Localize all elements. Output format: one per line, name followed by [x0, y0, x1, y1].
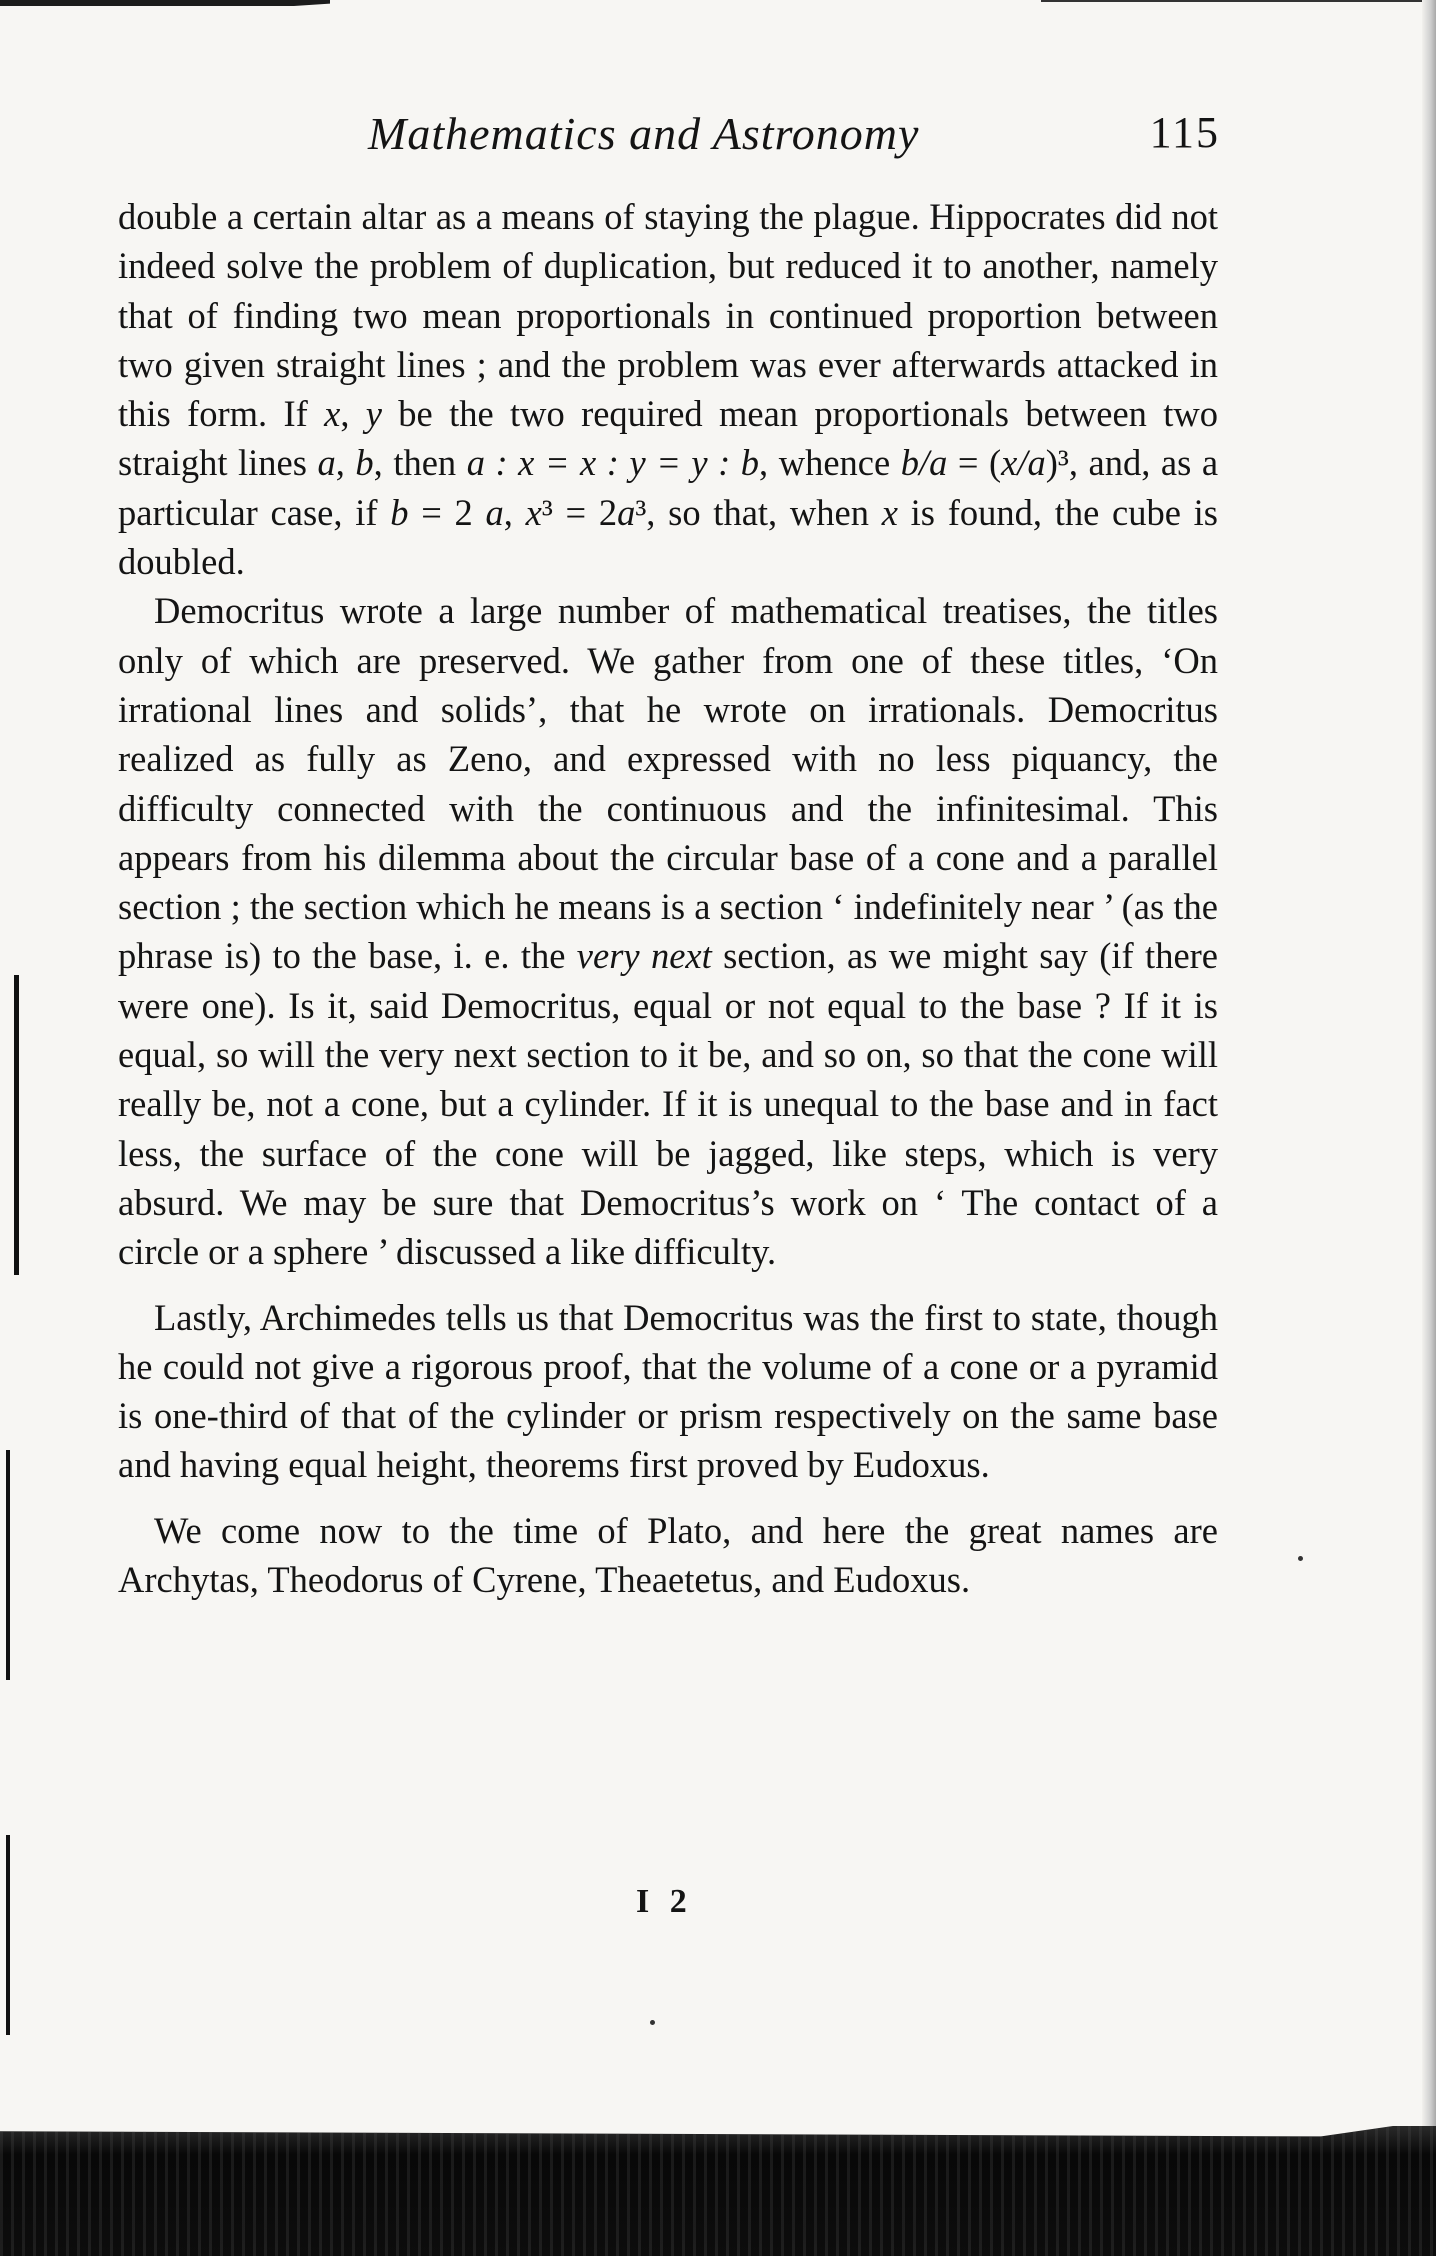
running-head	[120, 107, 1220, 167]
paragraph	[118, 1506, 1218, 1605]
italic-text: a : x = x : y = y : b	[466, 442, 760, 484]
page-edge	[1422, 0, 1436, 2256]
italic-text: b	[390, 491, 409, 533]
text-run: section, as we might say (if there were one). Is it, said Democritus, equal or not equal to the base ? If it is equal, so will the very next section to it be, and so on, so that the cone will really be, not a cone, but a cylinder. If it is unequal to the base and in fact less, the surface of the cone will be jagged, like steps, which is very absurd. We may be sure that Democritus’s work on ‘ The contact of a circle or a sphere ’ discussed a like difficulty.	[118, 935, 1218, 1273]
scan-mark-left	[6, 1835, 10, 2035]
running-title: Mathematics and Astronomy	[368, 108, 920, 159]
text-run: ³, so that, when	[635, 491, 882, 533]
text-run: ,	[503, 491, 526, 533]
body-text	[118, 192, 1218, 1604]
italic-text: x	[324, 393, 341, 435]
text-run: ³ = 2	[541, 491, 618, 533]
text-run: Democritus wrote a large number of mathematical treatises, the titles only of which are preserved. We gather from one of these titles, ‘On irrational lines and solids’, that he wrote on irrationals. Democritus realized as fully as Zeno, and expressed with no less piquancy, the difficulty connected with the continuous and the infinitesimal. This appears from his dilemma about the circular base of a cone and a parallel section ; the section which he means is a section ‘ indefinitely near ’ (as the phrase is) to the base, i. e. the	[118, 590, 1218, 977]
text-run: )³, and, as a particular case, if	[118, 442, 1219, 533]
text-run: Lastly, Archimedes tells us that Democritus was the first to state, though he could not give a rigorous proof, that the volume of a cone or a pyramid is one-third of that of the cylinder or prism respectively on the same base and having equal height, theorems first proved by Eudoxus.	[118, 1296, 1218, 1486]
paragraph	[118, 586, 1218, 1276]
signature-mark: I 2	[636, 1883, 693, 1920]
scan-mark-left	[6, 1450, 10, 1680]
scan-bottom-shadow	[0, 2126, 1436, 2256]
text-run: ,	[340, 393, 366, 435]
page-number: 115	[1149, 108, 1220, 157]
italic-text: a	[485, 491, 504, 533]
paragraph	[118, 1293, 1218, 1490]
italic-text: y	[365, 393, 382, 435]
italic-text: b	[355, 442, 374, 484]
scan-edge-line	[1041, 0, 1436, 20]
italic-text: x/a	[1001, 442, 1046, 484]
text-run: ,	[335, 442, 356, 484]
text-run: double a certain altar as a means of staying the plague. Hippocrates did not indeed solve the problem of duplication, but reduced it to another, namely that of finding two mean proportionals in continued proportion between two given straight lines ; and the problem was ever afterwards attacked in this form. If	[118, 196, 1218, 435]
scan-mark-left	[14, 975, 19, 1275]
text-run: = (	[947, 442, 1002, 484]
text-run: is found, the cube is doubled.	[118, 491, 1218, 583]
text-run: , then	[373, 442, 467, 484]
italic-text: x	[881, 491, 898, 533]
text-run: be the two required mean proportionals between two straight lines	[118, 393, 1218, 484]
text-run: We come now to the time of Plato, and here the great names are Archytas, Theodorus of Cyrene, Theaetetus, and Eudoxus.	[118, 1509, 1218, 1601]
italic-text: very next	[576, 935, 712, 977]
italic-text: x	[525, 491, 542, 533]
scan-edge-shadow	[0, 0, 330, 30]
italic-text: b/a	[900, 442, 948, 484]
paragraph	[118, 192, 1218, 586]
italic-text: a	[617, 491, 636, 533]
scan-speck	[650, 2020, 655, 2025]
italic-text: a	[317, 442, 336, 484]
scan-speck	[1298, 1556, 1303, 1561]
text-run: , whence	[759, 442, 901, 484]
text-run: = 2	[408, 491, 486, 533]
